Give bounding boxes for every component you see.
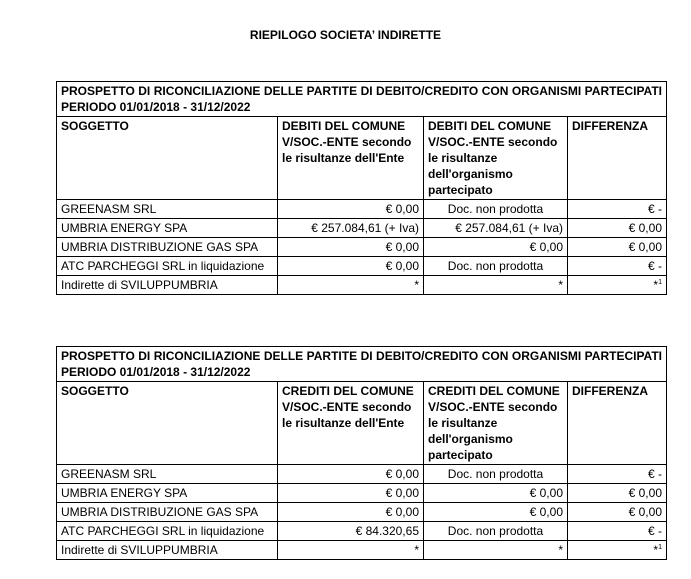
cell-soggetto: Indirette di SVILUPPUMBRIA xyxy=(57,541,278,560)
cell-ente: € 0,00 xyxy=(278,484,424,503)
cell-soggetto: ATC PARCHEGGI SRL in liquidazione xyxy=(57,257,278,276)
table-period: PERIODO 01/01/2018 - 31/12/2022 xyxy=(61,365,251,379)
table-row xyxy=(57,238,667,257)
cell-ente: * xyxy=(278,276,424,295)
footnote-marker: 1 xyxy=(658,279,662,286)
cell-soggetto: UMBRIA DISTRIBUZIONE GAS SPA xyxy=(57,503,278,522)
cell-ente: € 257.084,61 (+ Iva) xyxy=(278,219,424,238)
cell-ente: € 0,00 xyxy=(278,200,424,219)
table-row xyxy=(57,200,667,219)
differenza-value: * xyxy=(653,543,659,557)
column-header-differenza: DIFFERENZA xyxy=(568,117,667,200)
cell-ente: € 0,00 xyxy=(278,238,424,257)
cell-ente: € 84.320,65 xyxy=(278,522,424,541)
cell-organismo: € 0,00 xyxy=(424,238,568,257)
cell-differenza xyxy=(568,541,667,560)
table-heading-cell xyxy=(57,347,667,382)
table-row xyxy=(57,503,667,522)
cell-soggetto: GREENASM SRL xyxy=(57,200,278,219)
cell-organismo: Doc. non prodotta xyxy=(424,200,568,219)
cell-soggetto: GREENASM SRL xyxy=(57,465,278,484)
column-header-row xyxy=(57,117,667,200)
column-header-row xyxy=(57,382,667,465)
cell-differenza: € 0,00 xyxy=(568,484,667,503)
table-heading-row xyxy=(57,347,667,382)
cell-differenza: € 0,00 xyxy=(568,503,667,522)
debiti-reconciliation-table xyxy=(56,81,667,295)
cell-ente: € 0,00 xyxy=(278,465,424,484)
cell-soggetto: ATC PARCHEGGI SRL in liquidazione xyxy=(57,522,278,541)
table-row xyxy=(57,484,667,503)
table-heading-row xyxy=(57,82,667,117)
cell-ente: * xyxy=(278,541,424,560)
cell-differenza: € - xyxy=(568,257,667,276)
cell-organismo: * xyxy=(424,541,568,560)
table-row xyxy=(57,522,667,541)
cell-differenza: € - xyxy=(568,465,667,484)
cell-soggetto: UMBRIA DISTRIBUZIONE GAS SPA xyxy=(57,238,278,257)
cell-organismo: € 0,00 xyxy=(424,484,568,503)
cell-soggetto: Indirette di SVILUPPUMBRIA xyxy=(57,276,278,295)
cell-differenza: € - xyxy=(568,522,667,541)
crediti-reconciliation-table xyxy=(56,346,667,560)
cell-organismo: Doc. non prodotta xyxy=(424,257,568,276)
column-header-soggetto: SOGGETTO xyxy=(57,117,278,200)
cell-ente: € 0,00 xyxy=(278,257,424,276)
cell-organismo: Doc. non prodotta xyxy=(424,522,568,541)
table-heading: PROSPETTO DI RICONCILIAZIONE DELLE PARTITE DI DEBITO/CREDITO CON ORGANISMI PARTECIPATI xyxy=(61,349,662,363)
column-header-organismo: DEBITI DEL COMUNE V/SOC.-ENTE secondo le risultanze dell'organismo partecipato xyxy=(424,117,568,200)
cell-differenza: € 0,00 xyxy=(568,219,667,238)
footnote-marker: 1 xyxy=(658,544,662,551)
cell-organismo: * xyxy=(424,276,568,295)
cell-differenza: € 0,00 xyxy=(568,238,667,257)
cell-ente: € 0,00 xyxy=(278,503,424,522)
column-header-ente: DEBITI DEL COMUNE V/SOC.-ENTE secondo le risultanze dell'Ente xyxy=(278,117,424,200)
table-row xyxy=(57,276,667,295)
column-header-organismo: CREDITI DEL COMUNE V/SOC.-ENTE secondo le risultanze dell'organismo partecipato xyxy=(424,382,568,465)
cell-organismo: Doc. non prodotta xyxy=(424,465,568,484)
column-header-soggetto: SOGGETTO xyxy=(57,382,278,465)
differenza-value: * xyxy=(653,278,659,292)
table-row xyxy=(57,257,667,276)
table-heading-cell xyxy=(57,82,667,117)
table-row xyxy=(57,465,667,484)
cell-soggetto: UMBRIA ENERGY SPA xyxy=(57,484,278,503)
cell-organismo: € 257.084,61 (+ Iva) xyxy=(424,219,568,238)
cell-differenza xyxy=(568,276,667,295)
cell-soggetto: UMBRIA ENERGY SPA xyxy=(57,219,278,238)
document-title: RIEPILOGO SOCIETA’ INDIRETTE xyxy=(249,28,442,42)
table-heading: PROSPETTO DI RICONCILIAZIONE DELLE PARTITE DI DEBITO/CREDITO CON ORGANISMI PARTECIPATI xyxy=(61,84,662,98)
table-row xyxy=(57,541,667,560)
table-row xyxy=(57,219,667,238)
cell-organismo: € 0,00 xyxy=(424,503,568,522)
table-period: PERIODO 01/01/2018 - 31/12/2022 xyxy=(61,100,251,114)
column-header-ente: CREDITI DEL COMUNE V/SOC.-ENTE secondo le risultanze dell'Ente xyxy=(278,382,424,465)
cell-differenza: € - xyxy=(568,200,667,219)
column-header-differenza: DIFFERENZA xyxy=(568,382,667,465)
